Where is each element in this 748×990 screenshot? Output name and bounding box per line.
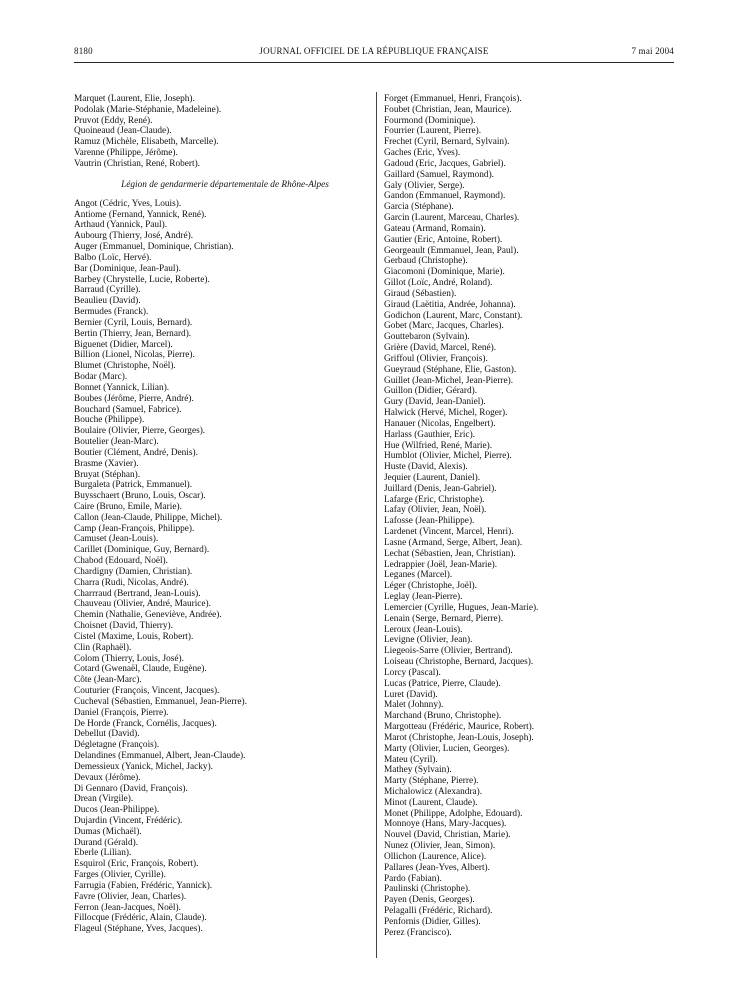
list-item: Ollichon (Laurence, Alice). <box>384 851 487 862</box>
list-item: Frechet (Cyril, Bernard, Sylvain). <box>384 137 510 148</box>
list-item: Lafosse (Jean-Philippe). <box>384 516 475 527</box>
list-item: Pruvot (Eddy, René). <box>74 115 153 126</box>
list-item: Durand (Gérald). <box>74 837 139 848</box>
list-item: Marot (Christophe, Jean-Louis, Joseph). <box>384 732 534 743</box>
list-item: Farges (Olivier, Cyrille). <box>74 870 166 881</box>
list-item: Mateu (Cyril). <box>384 754 438 765</box>
list-item: Perez (Francisco). <box>384 927 452 938</box>
right-name-list <box>384 94 674 939</box>
list-item: Quoineaud (Jean-Claude). <box>74 126 172 137</box>
list-item: Couturier (François, Vincent, Jacques). <box>74 686 220 697</box>
list-item: Lechat (Sébastien, Jean, Christian). <box>384 548 516 559</box>
list-item: Lafay (Olivier, Jean, Noël). <box>384 505 487 516</box>
list-item: Foubet (Christian, Jean, Maurice). <box>384 104 512 115</box>
list-item: Monet (Philippe, Adolphe, Edouard). <box>384 808 523 819</box>
list-item: Ducos (Jean-Philippe). <box>74 805 160 816</box>
list-item: Lenain (Serge, Bernard, Pierre). <box>384 613 504 624</box>
list-item: Aubourg (Thierry, José, André). <box>74 231 194 242</box>
list-item: Demessieux (Yanick, Michel, Jacky). <box>74 761 213 772</box>
list-item: Boutier (Clément, André, Denis). <box>74 447 198 458</box>
list-item: Devaux (Jérôme). <box>74 772 141 783</box>
list-item: Gateau (Armand, Romain). <box>384 223 486 234</box>
list-item: Varenne (Philippe, Jérôme). <box>74 148 178 159</box>
list-item: Leganes (Marcel). <box>384 570 453 581</box>
list-item: Barraud (Cyrille). <box>74 285 141 296</box>
list-item: Angot (Cédric, Yves, Louis). <box>74 198 182 209</box>
list-item: Luret (David). <box>384 689 438 700</box>
list-item: Forget (Emmanuel, Henri, François). <box>384 94 522 104</box>
list-item: Marty (Stéphane, Pierre). <box>384 776 479 787</box>
list-item: Grière (David, Marcel, René). <box>384 343 497 354</box>
list-item: Bouche (Philippe). <box>74 415 145 426</box>
list-item: Ledrappier (Joël, Jean-Marie). <box>384 559 498 570</box>
list-item: Payen (Denis, Georges). <box>384 895 475 906</box>
left-top-list <box>74 94 370 170</box>
list-item: Chauveau (Olivier, André, Maurice). <box>74 599 211 610</box>
list-item: Charrraud (Bertrand, Jean-Louis). <box>74 588 201 599</box>
list-item: Boutelier (Jean-Marc). <box>74 437 159 448</box>
list-item: Guillon (Didier, Gérard). <box>384 386 478 397</box>
list-item: Colom (Thierry, Louis, José). <box>74 653 184 664</box>
list-item: Camuset (Jean-Louis). <box>74 534 159 545</box>
list-item: Bodar (Marc). <box>74 372 128 383</box>
list-item: Carillet (Dominique, Guy, Bernard). <box>74 545 210 556</box>
list-item: Lemercier (Cyrille, Hugues, Jean-Marie). <box>384 602 539 613</box>
list-item: Gueyraud (Stéphane, Elie, Gaston). <box>384 364 517 375</box>
list-item: Humblot (Olivier, Michel, Pierre). <box>384 451 512 462</box>
list-item: Flageul (Stéphane, Yves, Jacques). <box>74 924 203 935</box>
list-item: Bar (Dominique, Jean-Paul). <box>74 263 181 274</box>
list-item: Marty (Olivier, Lucien, Georges). <box>384 743 510 754</box>
column-divider <box>376 92 377 958</box>
list-item: Huste (David, Alexis). <box>384 462 468 473</box>
list-item: Delandines (Emmanuel, Albert, Jean-Claude). <box>74 751 246 762</box>
list-item: Fourmond (Dominique). <box>384 115 476 126</box>
list-item: Galy (Olivier, Serge). <box>384 180 465 191</box>
list-item: Monnoye (Hans, Mary-Jacques). <box>384 819 507 830</box>
list-item: Lafarge (Eric, Christophe). <box>384 494 485 505</box>
list-item: Drean (Virgile). <box>74 794 134 805</box>
list-item: Malet (Johnny). <box>384 700 444 711</box>
list-item: Bonnet (Yannick, Lilian). <box>74 382 170 393</box>
issue-date: 7 mai 2004 <box>631 46 674 56</box>
list-item: Penfornis (Didier, Gilles). <box>384 916 481 927</box>
list-item: Lorcy (Pascal). <box>384 667 441 678</box>
list-item: Marchand (Bruno, Christophe). <box>384 711 502 722</box>
list-item: Nouvel (David, Christian, Marie). <box>384 830 511 841</box>
list-item: Caire (Bruno, Emile, Marie). <box>74 501 182 512</box>
list-item: Biguenet (Didier, Marcel). <box>74 339 173 350</box>
list-item: Pallares (Jean-Yves, Albert). <box>384 862 490 873</box>
left-column <box>74 94 370 935</box>
list-item: Esquirol (Eric, François, Robert). <box>74 859 199 870</box>
list-item: Chemin (Nathalie, Geneviève, Andrée). <box>74 610 222 621</box>
list-item: Hue (Wilfried, René, Marie). <box>384 440 493 451</box>
list-item: Buysschaert (Bruno, Louis, Oscar). <box>74 491 206 502</box>
list-item: Eberle (Lilian). <box>74 848 132 859</box>
list-item: Choisnet (David, Thierry). <box>74 621 173 632</box>
page-header <box>74 46 674 60</box>
list-item: Gautier (Eric, Antoine, Robert). <box>384 234 503 245</box>
list-item: Podolak (Marie-Stéphanie, Madeleine). <box>74 104 222 115</box>
list-item: Billion (Lionel, Nicolas, Pierre). <box>74 350 195 361</box>
list-item: Ramuz (Michèle, Elisabeth, Marcelle). <box>74 137 219 148</box>
list-item: Dujardin (Vincent, Frédéric). <box>74 816 183 826</box>
list-item: Leglay (Jean-Pierre). <box>384 592 463 603</box>
list-item: Minot (Laurent, Claude). <box>384 797 478 808</box>
list-item: Guillet (Jean-Michel, Jean-Pierre). <box>384 375 514 386</box>
list-item: Margotteau (Frédéric, Maurice, Robert). <box>384 722 535 733</box>
list-item: Fourrier (Laurent, Pierre). <box>384 126 482 137</box>
list-item: Auger (Emmanuel, Dominique, Christian). <box>74 242 234 253</box>
list-item: Giacomoni (Dominique, Marie). <box>384 267 505 278</box>
list-item: Favre (Olivier, Jean, Charles). <box>74 891 187 902</box>
list-item: Bouchard (Samuel, Fabrice). <box>74 404 182 415</box>
list-item: Griffoul (Olivier, François). <box>384 353 488 364</box>
list-item: Beaulieu (David). <box>74 296 141 307</box>
list-item: Godichon (Laurent, Marc, Constant). <box>384 310 523 321</box>
list-item: Fillocque (Frédéric, Alain, Claude). <box>74 913 207 924</box>
list-item: Bermudes (Franck). <box>74 307 149 318</box>
list-item: Blumet (Christophe, Noël). <box>74 361 176 372</box>
list-item: Bernier (Cyril, Louis, Bernard). <box>74 317 193 328</box>
list-item: Barbey (Chrystelle, Lucie, Roberte). <box>74 274 210 285</box>
list-item: Gadoud (Eric, Jacques, Gabriel). <box>384 158 506 169</box>
list-item: Harlass (Gauthier, Eric). <box>384 429 476 440</box>
list-item: Dégletagne (François). <box>74 740 160 751</box>
right-column <box>384 94 674 939</box>
list-item: Lasne (Armand, Serge, Albert, Jean). <box>384 537 523 548</box>
list-item: Gouttebaron (Sylvain). <box>384 332 470 343</box>
list-item: Jequier (Laurent, Daniel). <box>384 472 481 483</box>
list-item: Dumas (Michaël). <box>74 826 142 837</box>
list-item: Pelagalli (Frédéric, Richard). <box>384 906 493 917</box>
list-item: Chardigny (Damien, Christian). <box>74 566 193 577</box>
list-item: Garcin (Laurent, Marceau, Charles). <box>384 213 520 224</box>
list-item: Di Gennaro (David, François). <box>74 783 188 794</box>
list-item: Gerbaud (Christophe). <box>384 256 468 267</box>
list-item: Bruyat (Stéphan). <box>74 469 141 480</box>
list-item: Georgeault (Emmanuel, Jean, Paul). <box>384 245 519 256</box>
journal-title: JOURNAL OFFICIEL DE LA RÉPUBLIQUE FRANÇAISE <box>259 46 489 56</box>
list-item: Cistel (Maxime, Louis, Robert). <box>74 631 194 642</box>
list-item: Lardenet (Vincent, Marcel, Henri). <box>384 527 514 538</box>
list-item: Boubes (Jérôme, Pierre, André). <box>74 393 194 404</box>
list-item: Paulinski (Christophe). <box>384 884 471 895</box>
list-item: Giraud (Sébastien). <box>384 288 457 299</box>
list-item: Gillot (Loïc, André, Roland). <box>384 278 493 289</box>
list-item: Mathey (Sylvain). <box>384 765 452 776</box>
list-item: Arthaud (Yannick, Paul). <box>74 220 168 231</box>
list-item: Gury (David, Jean-Daniel). <box>384 397 486 408</box>
list-item: Farrugia (Fabien, Frédéric, Yannick). <box>74 880 213 891</box>
list-item: Gobet (Marc, Jacques, Charles). <box>384 321 504 332</box>
list-item: Antiome (Fernand, Yannick, René). <box>74 209 207 220</box>
list-item: Brasme (Xavier). <box>74 458 139 469</box>
list-item: Juillard (Denis, Jean-Gabriel). <box>384 483 497 494</box>
list-item: De Horde (Franck, Cornélis, Jacques). <box>74 718 217 729</box>
list-item: Ferron (Jean-Jacques, Noël). <box>74 902 181 913</box>
list-item: Pardo (Fabian). <box>384 873 442 884</box>
list-item: Debellut (David). <box>74 729 140 740</box>
list-item: Chabod (Edouard, Noël). <box>74 556 168 567</box>
list-item: Vautrin (Christian, René, Robert). <box>74 158 200 169</box>
list-item: Léger (Christophe, Joël). <box>384 581 477 592</box>
list-item: Levigne (Olivier, Jean). <box>384 635 473 646</box>
list-item: Daniel (François, Pierre). <box>74 707 169 718</box>
list-item: Callon (Jean-Claude, Philippe, Michel). <box>74 512 223 523</box>
list-item: Marquet (Laurent, Elie, Joseph). <box>74 94 195 104</box>
list-item: Gandon (Emmanuel, Raymond). <box>384 191 506 202</box>
list-item: Bertin (Thierry, Jean, Bernard). <box>74 328 192 339</box>
list-item: Charra (Rudi, Nicolas, André). <box>74 577 189 588</box>
list-item: Lucas (Patrice, Pierre, Claude). <box>384 678 501 689</box>
list-item: Cotard (Gwenaël, Claude, Eugène). <box>74 664 207 675</box>
list-item: Camp (Jean-François, Philippe). <box>74 523 195 534</box>
list-item: Hanauer (Nicolas, Engelbert). <box>384 418 496 429</box>
list-item: Côte (Jean-Marc). <box>74 675 142 686</box>
list-item: Boulaire (Olivier, Pierre, Georges). <box>74 426 206 437</box>
list-item: Leroux (Jean-Louis). <box>384 624 463 635</box>
list-item: Clin (Raphaël). <box>74 642 132 653</box>
left-name-list <box>74 199 370 935</box>
list-item: Burgaleta (Patrick, Emmanuel). <box>74 480 193 491</box>
list-item: Garcia (Stéphane). <box>384 202 454 213</box>
list-item: Michalowicz (Alexandra). <box>384 787 483 797</box>
list-item: Giraud (Laëtitia, Andrée, Johanna). <box>384 299 516 310</box>
list-item: Gaillard (Samuel, Raymond). <box>384 169 494 180</box>
header-rule <box>74 62 674 63</box>
list-item: Cucheval (Sébastien, Emmanuel, Jean-Pierre). <box>74 696 247 707</box>
list-item: Gaches (Eric, Yves). <box>384 148 461 159</box>
list-item: Loiseau (Christophe, Bernard, Jacques). <box>384 657 534 668</box>
list-item: Balbo (Loïc, Hervé). <box>74 252 152 263</box>
list-item: Liegeois-Sarre (Olivier, Bertrand). <box>384 646 513 657</box>
section-title: Légion de gendarmerie départementale de Rhône-Alpes <box>121 179 329 190</box>
page-number: 8180 <box>74 46 93 56</box>
list-item: Nunez (Olivier, Jean, Simon). <box>384 841 496 852</box>
list-item: Halwick (Hervé, Michel, Roger). <box>384 408 508 419</box>
